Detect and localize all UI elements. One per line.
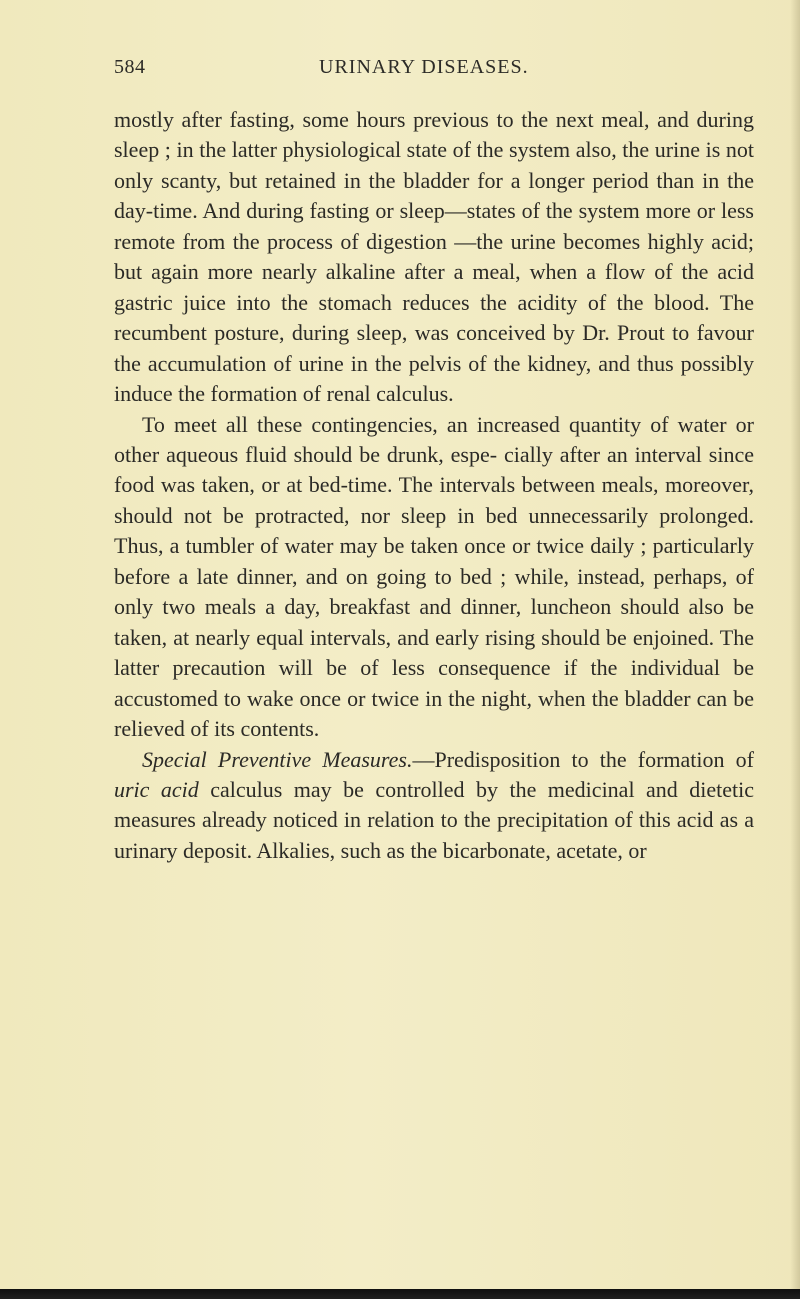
paragraph-2: To meet all these contingencies, an increased quantity of water or other aqueous fluid should be drunk, espe- cially after an interval since food was taken, or at bed-time. The intervals between meals, moreover, should not be protracted, nor sleep in bed unnecessarily prolonged. Thus, a tumbler of water may be taken once or twice daily ; particularly before a late dinner, and on going to bed ; while, instead, perhaps, of only two meals a day, breakfast and dinner, luncheon should also be taken, at nearly equal intervals, and early rising should be enjoined. The latter precaution will be of less consequence if the individual be accustomed to wake once or twice in the night, when the bladder can be relieved of its contents. bbox=[114, 411, 754, 742]
section-heading: Special Preventive Measures. bbox=[142, 746, 413, 772]
body-text bbox=[114, 105, 754, 866]
italic-term: uric acid bbox=[114, 776, 199, 802]
page-number: 584 bbox=[114, 56, 146, 78]
paragraph-1: mostly after fasting, some hours previous to the next meal, and during sleep ; in the latter physiological state of the system also, the urine is not only scanty, but retained in the bladder for a longer period than in the day-time. And during fasting or sleep—states of the system more or less remote from the process of digestion —the urine becomes highly acid; but again more nearly alkaline after a meal, when a flow of the acid gastric juice into the stomach reduces the acidity of the blood. The recumbent posture, during sleep, was conceived by Dr. Prout to favour the accumulation of urine in the pelvis of the kidney, and thus possibly induce the formation of renal calculus. bbox=[114, 107, 754, 407]
running-header bbox=[114, 56, 754, 84]
paragraph-3 bbox=[114, 745, 754, 867]
bottom-dark-band bbox=[0, 1289, 800, 1299]
running-title: URINARY DISEASES. bbox=[319, 56, 529, 78]
paragraph-3-pre: —Predisposition to the formation of bbox=[412, 746, 754, 772]
page-edge-shadow bbox=[790, 0, 800, 1299]
paragraph-3-post: calculus may be controlled by the medicinal and dietetic measures already noticed in relation to the precipitation of this acid as a urinary deposit. Alkalies, such as the bicarbonate, acetate, or bbox=[114, 776, 754, 863]
